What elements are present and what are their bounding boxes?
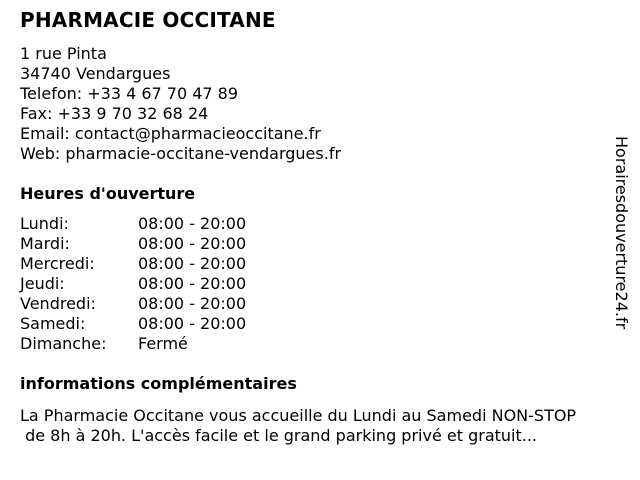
horairesdouverture24-link[interactable]: Horairesdouverture24.fr <box>612 136 631 330</box>
info-line-2: de 8h à 20h. L'accès facile et le grand parking privé et gratuit... <box>20 426 538 445</box>
day-hours: 08:00 - 20:00 <box>138 314 247 333</box>
day-hours: 08:00 - 20:00 <box>138 214 247 233</box>
additional-info-text <box>20 406 626 446</box>
day-hours: 08:00 - 20:00 <box>138 274 247 293</box>
day-hours: 08:00 - 20:00 <box>138 254 247 273</box>
email-address: Email: contact@pharmacieoccitane.fr <box>20 124 321 143</box>
day-label: Mardi: <box>20 234 70 253</box>
phone-number: Telefon: +33 4 67 70 47 89 <box>20 84 239 103</box>
fax-number: Fax: +33 9 70 32 68 24 <box>20 104 209 123</box>
day-label: Mercredi: <box>20 254 95 273</box>
website: Web: pharmacie-occitane-vendargues.fr <box>20 144 342 163</box>
day-label: Vendredi: <box>20 294 96 313</box>
day-hours: Fermé <box>138 334 188 353</box>
address-city: 34740 Vendargues <box>20 64 171 83</box>
pharmacy-name: PHARMACIE OCCITANE <box>20 8 276 32</box>
contact-block <box>20 44 341 164</box>
day-hours: 08:00 - 20:00 <box>138 234 247 253</box>
day-label: Dimanche: <box>20 334 107 353</box>
day-label: Samedi: <box>20 314 86 333</box>
additional-info-heading: informations complémentaires <box>20 374 297 393</box>
info-line-1: La Pharmacie Occitane vous accueille du Lundi au Samedi NON-STOP <box>20 406 577 425</box>
address-street: 1 rue Pinta <box>20 44 107 63</box>
opening-hours-heading: Heures d'ouverture <box>20 184 196 203</box>
day-label: Jeudi: <box>20 274 65 293</box>
day-hours: 08:00 - 20:00 <box>138 294 247 313</box>
day-label: Lundi: <box>20 214 69 233</box>
